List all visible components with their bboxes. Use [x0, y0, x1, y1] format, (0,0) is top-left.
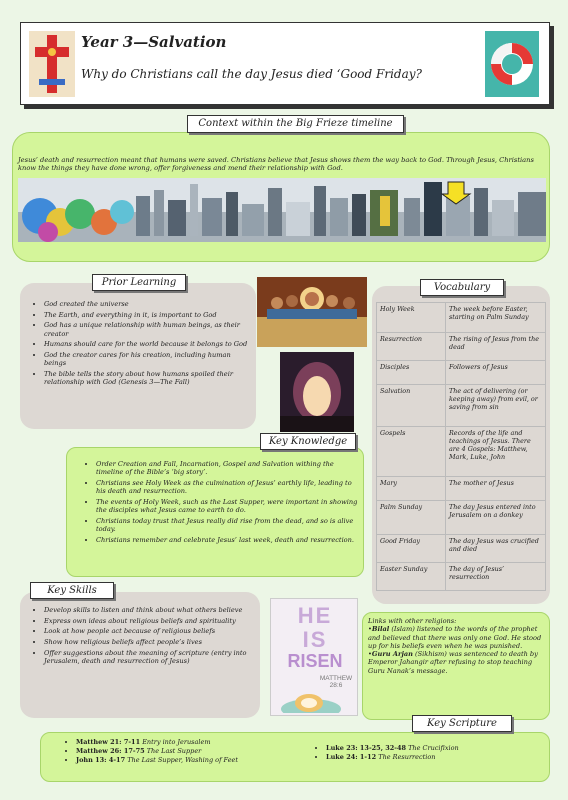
scripture-text: The Resurrection [378, 753, 436, 762]
list-item: • God the creator cares for his creation, including human beings [44, 351, 250, 367]
links-bilal: •Bilal (Islam) listened to the words of the prophet and believed that there was only one God. He stood up for his beliefs even when he was punished. [368, 625, 542, 650]
scripture-ref: Matthew 26: 17-75 [76, 747, 145, 756]
vocab-term: Disciples [377, 361, 446, 385]
guru-name: Guru Arjan [371, 650, 413, 659]
list-item: • Show how religious beliefs affect people’s lives [44, 638, 254, 646]
key-knowledge-label: Key Knowledge [260, 433, 356, 450]
scripture-text: Entry into Jerusalem [142, 738, 211, 746]
scripture-text: The Last Supper, Washing of Feet [127, 756, 239, 765]
poster-ref: MATTHEW 28:6 [319, 675, 353, 689]
table-row [377, 477, 546, 501]
vocab-term: Easter Sunday [377, 563, 446, 591]
empty-tomb-image [280, 352, 354, 432]
vocab-def: The day Jesus was crucified and died [446, 535, 546, 563]
vocab-def: Records of the life and teachings of Jesus. There are 4 Gospels: Matthew, Mark, Luke, John [446, 427, 546, 477]
vocab-term: Holy Week [377, 303, 446, 333]
list-item: • Order Creation and Fall, Incarnation, Gospel and Salvation withing the timeline of the Bible’s ‘big story’. [96, 460, 360, 476]
list-item [76, 747, 300, 755]
list-item: • Look at how people act because of religious beliefs [44, 627, 254, 635]
he-is-risen-poster [270, 598, 358, 716]
prior-learning-label: Prior Learning [92, 274, 186, 291]
scripture-ref: Luke 24: 1-12 [326, 753, 377, 762]
bilal-text: (Islam) listened to the words of the prophet and believed that there was only one God. He stood up for his beliefs even when he was punished. [368, 625, 542, 650]
table-row [377, 563, 546, 591]
vocab-term: Good Friday [377, 535, 446, 563]
vocab-term: Gospels [377, 427, 446, 477]
list-item: • God has a unique relationship with human beings, as their creator [44, 321, 250, 337]
list-item [76, 738, 300, 746]
guru-text: (Sikhism) was sentenced to death by Emperor Jahangir after refusing to stop teaching Guru Nanak’s message. [368, 650, 538, 675]
links-title: Links with other religions: [368, 617, 457, 625]
page-question: Why do Christians call the day Jesus died ‘Good Friday? [81, 67, 422, 81]
poster-he: HE [297, 603, 333, 628]
list-item [326, 744, 540, 752]
header-box [20, 22, 550, 105]
scripture-text: The Last Supper [146, 747, 202, 756]
scripture-ref: Luke 23: 13-25, 32-48 [326, 744, 407, 752]
list-item: • Christians today trust that Jesus really did rise from the dead, and so is alive today. [96, 517, 360, 533]
list-item [326, 753, 540, 761]
list-item [76, 756, 300, 764]
list-item: • Christians remember and celebrate Jesus’ last week, death and resurrection. [96, 536, 360, 544]
last-supper-image [257, 277, 367, 347]
poster-tomb [281, 687, 341, 713]
poster-is: IS [302, 627, 328, 652]
list-item: • Humans should care for the world because it belongs to God [44, 340, 250, 348]
key-skills-list [28, 606, 254, 668]
vocab-def: The day Jesus entered into Jerusalem on a donkey [446, 501, 546, 535]
vocab-def: The mother of Jesus [446, 477, 546, 501]
scripture-right-list [310, 744, 540, 762]
scripture-text: The Crucifixion [408, 744, 459, 752]
poster-risen: RISEN [287, 651, 343, 671]
table-row [377, 427, 546, 477]
prior-learning-list [28, 300, 250, 389]
list-item: • Offer suggestions about the meaning of scripture (entry into Jerusalem, death and resurrection of Jesus) [44, 649, 254, 665]
table-row [377, 333, 546, 361]
vocabulary-label: Vocabulary [420, 279, 504, 296]
table-row [377, 501, 546, 535]
links-guru: •Guru Arjan (Sikhism) was sentenced to death by Emperor Jahangir after refusing to stop teaching Guru Nanak’s message. [368, 650, 538, 675]
table-row [377, 385, 546, 427]
context-label: Context within the Big Frieze timeline [187, 115, 404, 133]
table-row [377, 535, 546, 563]
list-item: • The events of Holy Week, such as the Last Supper, were important in showing the disciples what Jesus came to earth to do. [96, 498, 360, 514]
list-item: • God created the universe [44, 300, 250, 308]
scripture-ref: John 13: 4-17 [76, 756, 126, 765]
table-row [377, 361, 546, 385]
table-row [377, 303, 546, 333]
key-skills-label: Key Skills [30, 582, 114, 599]
vocab-term: Mary [377, 477, 446, 501]
vocabulary-table [376, 302, 546, 591]
list-item: • Christians see Holy Week as the culmination of Jesus’ earthly life, leading to his death and resurrection. [96, 479, 360, 495]
key-scripture-label: Key Scripture [412, 715, 512, 732]
vocab-def: The act of delivering (or keeping away) from evil, or saving from sin [446, 385, 546, 427]
vocab-def: Followers of Jesus [446, 361, 546, 385]
cross-logo [29, 31, 75, 97]
vocab-term: Palm Sunday [377, 501, 446, 535]
key-knowledge-list [80, 460, 360, 546]
bilal-name: Bilal [371, 625, 390, 634]
list-item: • Express own ideas about religious beliefs and spirituality [44, 617, 254, 625]
scripture-ref: Matthew 21: 7-11 [76, 738, 141, 746]
vocab-def: The week before Easter, starting on Palm Sunday [446, 303, 546, 333]
list-item: • Develop skills to listen and think about what others believe [44, 606, 254, 614]
list-item: • The Earth, and everything in it, is important to God [44, 311, 250, 319]
vocab-term: Resurrection [377, 333, 446, 361]
context-text: Jesus’ death and resurrection meant that humans were saved. Christians believe that Jesus shows them the way back to God. Through Jesus, Christians know the things they have done wrong, offer forgiveness and mend their relationship with God. [18, 156, 534, 173]
links-content [368, 617, 546, 675]
scripture-left-list [60, 738, 300, 766]
vocab-term: Salvation [377, 385, 446, 427]
big-frieze-image [18, 178, 546, 242]
vocab-def: The rising of Jesus from the dead [446, 333, 546, 361]
list-item: • The bible tells the story about how humans spoiled their relationship with God (Genesis 3—The Fall) [44, 370, 250, 386]
lifebuoy-icon [485, 31, 539, 97]
page-title: Year 3—Salvation [81, 33, 227, 51]
vocab-def: The day of Jesus’ resurrection [446, 563, 546, 591]
